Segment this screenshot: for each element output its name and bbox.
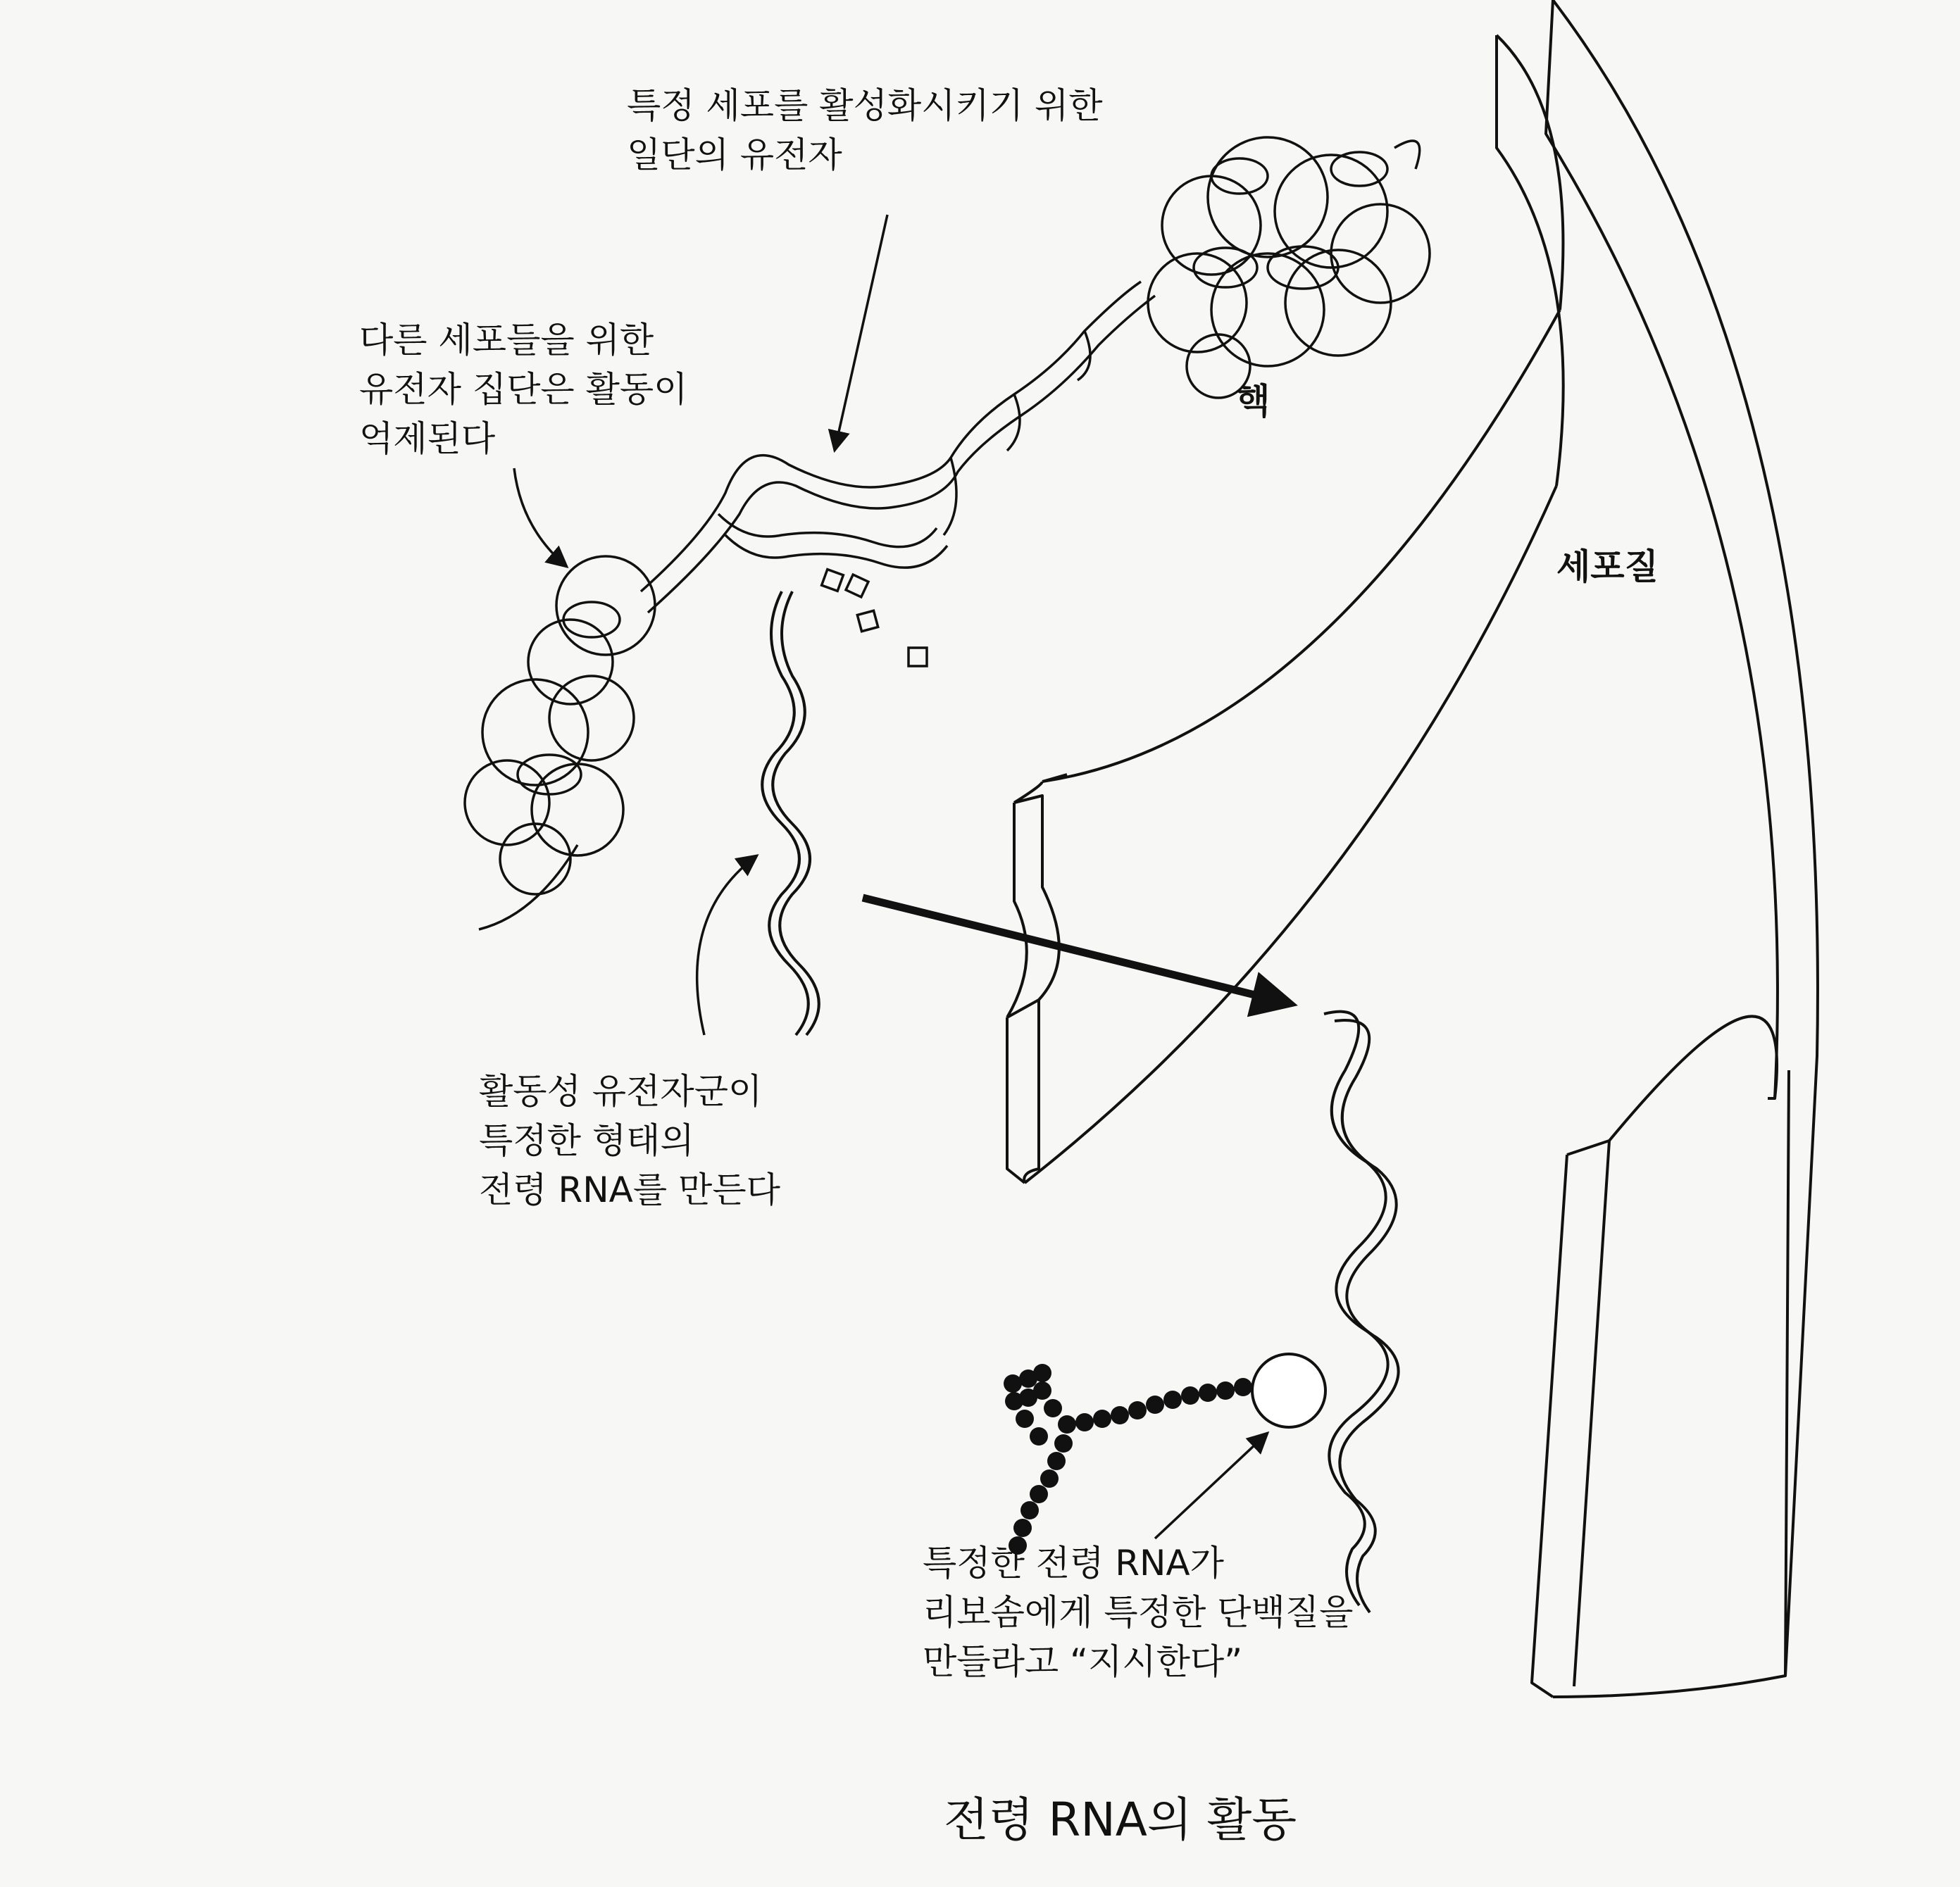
figure-caption: 전령 RNA의 활동: [944, 1793, 1297, 1847]
cell-membrane: [1007, 0, 1818, 1697]
free-nucleotides: [822, 570, 927, 666]
mrna-strand-nucleus: [762, 591, 819, 1035]
label-messenger-rna-made: 활동성 유전자군이 특정한 형태의 전령 RNA를 만든다: [479, 1071, 780, 1210]
protein-bead-chain: [1004, 1364, 1252, 1555]
chromatin-lower: [465, 556, 655, 929]
label-ribosome-instruction: 특정한 전령 RNA가 리보솜에게 특정한 단백질을 만들라고 “지시한다”: [923, 1543, 1354, 1682]
label-cytoplasm: 세포질: [1556, 546, 1659, 587]
export-arrow: [863, 898, 1289, 1003]
mrna-strand-cytoplasm: [1324, 1012, 1399, 1612]
label-repressed-genes: 다른 세포들을 위한 유전자 집단은 활동이 억제된다: [359, 320, 688, 459]
arrow-to-ribosome: [1155, 1433, 1268, 1538]
chromatin-upper: [1148, 137, 1430, 398]
dna-double-helix: [641, 282, 1155, 613]
label-active-gene-set: 특정 세포를 활성화시키기 위한 일단의 유전자: [627, 85, 1103, 175]
arrow-to-mrna: [697, 855, 757, 1035]
label-nucleus: 핵: [1236, 381, 1271, 422]
arrow-to-repressed-genes: [514, 468, 567, 567]
arrow-to-active-genes: [835, 215, 887, 451]
ribosome: [1252, 1354, 1325, 1427]
